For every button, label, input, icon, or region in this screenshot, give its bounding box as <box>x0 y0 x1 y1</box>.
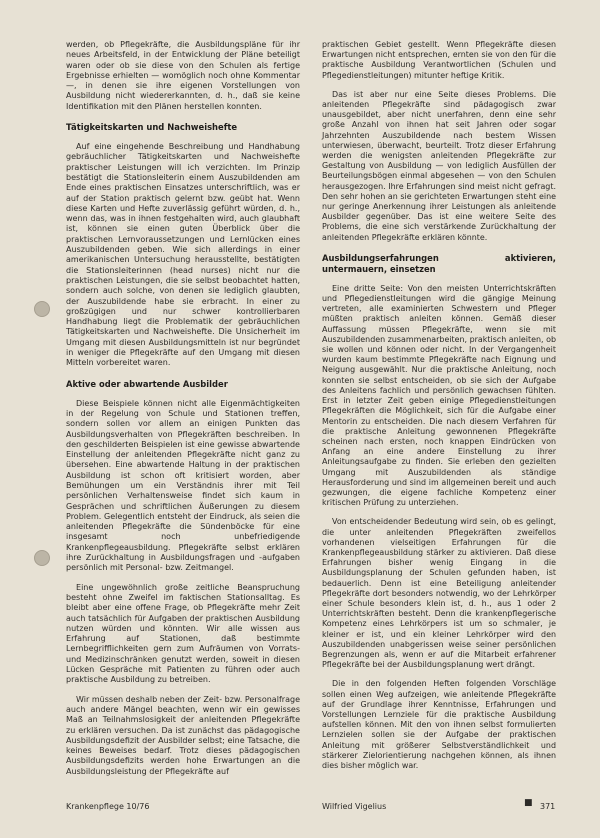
section-heading: Aktive oder abwartende Ausbilder <box>66 378 228 389</box>
page-number: 371 <box>540 802 556 811</box>
paragraph: Wir müssen deshalb neben der Zeit- bzw. Personalfrage auch andere Mängel beachten, wenn wir ein gewisses Maß an Teilnahmslosigkeit der anleitenden Pflegekräfte zu erklären versuchen. Da ist zunächst das pädagogische Ausbildungsdefizit der Ausbilder selbst; eine Tatsache, die keines Beweises bedarf. Trotz dieses pädagogischen Ausbildungsdefizits werden hohe Erwartungen an die Ausbildungsleistung der Pflegekräfte auf <box>66 694 300 776</box>
right-column <box>322 40 556 780</box>
paragraph: Eine dritte Seite: Von den meisten Unterrichtskräften und Pflegedienstleitungen wird die gängige Meinung vertreten, alle examinierten Schwestern und Pfleger müßten praktisch anleiten können. Gemäß dieser Auffassung müssen Pflegekräfte, wenn sie mit Auszubildenden zusammenarbeiten, praktisch anleiten, ob sie wollen und können oder nicht. In der Vergangenheit wurden kaum bestimmte Pflegekräfte nach Eignung und Neigung ausgewählt. Nur die praktische Anleitung, noch konnten sie selbst entscheiden, ob sie sich der Aufgabe des Anleitens fachlich und persönlich gewachsen fühlten. Erst in letzter Zeit geben einige Pflegedienstleitungen Pflegekräften die Möglichkeit, sich für die Aufgabe einer Mentorin zu entscheiden. Die nach diesem Verfahren für die praktische Anleitung gewonnenen Pflegekräfte scheinen nach ersten, noch knappen Eindrücken von Anfang an eine andere Einstellung zu ihrer Anleitungsaufgabe zu finden. Sie erleben den gezielten Umgang mit Auszubildenden als ständige Herausforderung und sind im allgemeinen bereit und auch gezwungen, die eigene fachliche Kompetenz einer kritischen Prüfung zu unterziehen. <box>322 283 556 508</box>
paragraph: Die in den folgenden Heften folgenden Vorschläge sollen einen Weg aufzeigen, wie anleitende Pflegekräfte auf der Grundlage ihrer Kenntnisse, Erfahrungen und Vorstellungen Lernziele für die praktische Ausbildung aufstellen können. Mit den von ihnen selbst formulierten Lernzielen sollen sie der Aufgabe der praktischen Anleitung mit größerer Selbstverständlichkeit und stärkerer Zielorientierung nachgehen können, als ihnen dies bisher möglich war. <box>322 679 556 770</box>
paragraph: praktischen Gebiet gestellt. Wenn Pflegekräfte diesen Erwartungen nicht entsprechen, ernten sie von den für die praktische Ausbildung Verantwortlichen (Schulen und Pflegedienstleitungen) mitunter heftige Kritik. <box>322 40 556 80</box>
paragraph: Auf eine eingehende Beschreibung und Handhabung gebräuchlicher Tätigkeitskarten und Nachweishefte praktischer Leistungen will ich verzichten. Im Prinzip bestätigt die Stationsleiterin einem Auszubildenden am Ende eines praktischen Einsatzes unterschriftlich, was er auf der Station praktisch gelernt bzw. geübt hat. Wenn diese Karten und Hefte zuverlässig geführt würden, d. h., wenn das, was in ihnen festgehalten wird, auch glaubhaft ist, können sie einen guten Überblick über die praktischen Lernvoraussetzungen und Lernlücken eines Auszubildenden geben. Wie sich allerdings in einer amerikanischen Untersuchung herausstellte, bestätigten die Stationsleiterinnen (head nurses) nicht nur die praktischen Leistungen, die sie selbst beobachtet hatten, sondern auch solche, von denen sie lediglich glaubten, der Auszubildende habe sie erbracht. In einer zu großzügigen und nur schwer kontrollierbaren Handhabung liegt die Problematik der gebräuchlichen Tätigkeitskarten und Nachweishefte. Die Unsicherheit im Umgang mit diesen Ausbildungsmitteln ist nur begründet in weniger die Pflegekräfte auf den Umgang mit diesen Mitteln vorbereitet waren. <box>66 142 300 368</box>
paragraph: Das ist aber nur eine Seite dieses Problems. Die anleitenden Pflegekräfte sind pädagogisch zwar unausgebildet, aber nicht unerfahren, denn eine sehr große Anzahl von ihnen hat seit Jahren oder sogar Jahrzehnten Auszubildende nach bestem Wissen unterwiesen, überwacht, beurteilt. Trotz dieser Erfahrung werden die wenigsten anleitenden Pflegekräfte zur Gestaltung von Ausbildung — von lediglich Ausfüllen der Beurteilungsbögen einmal abgesehen — von den Schulen herausgezogen. Ihre Erfahrungen sind meist nicht gefragt. Den sehr hohen an sie gerichteten Erwartungen steht eine nur geringe Anerkennung ihrer Leistungen als anleitende Ausbilder gegenüber. Das ist eine weitere Seite des Problems, die eine sich verstärkende Zurückhaltung der anleitenden Pflegekräfte erklären könnte. <box>322 89 556 242</box>
paragraph: werden, ob Pflegekräfte, die Ausbildungspläne für ihr neues Arbeitsfeld, in der Entwicklung der Pläne beteiligt waren oder ob sie diese von den Schulen als fertige Ergebnisse erhielten — womöglich noch ohne Kommentar —, in denen sie ihre eigenen Vorstellungen von Ausbildung nicht wiedererkannten, d. h., daß sie keine Identifikation mit den Plänen herstellen konnten. <box>66 40 300 111</box>
author-name: Wilfried Vigelius <box>322 802 387 811</box>
end-of-article-mark: ■ <box>524 798 533 808</box>
section-heading: Tätigkeitskarten und Nachweishefte <box>66 122 238 133</box>
journal-issue: Krankenpflege 10/76 <box>66 802 150 811</box>
punch-hole-bottom <box>34 550 50 566</box>
left-column <box>66 40 300 786</box>
paragraph: Diese Beispiele können nicht alle Eigenmächtigkeiten in der Regelung von Schule und Stationen treffen, sondern sollen vor allem an einigen Punkten das Ausbildungsverhalten von Pflegekräften beschreiben. In den geschilderten Beispielen ist eine gewisse abwartende Einstellung der anleitenden Pflegekräfte nicht ganz zu übersehen. Eine abwartende Haltung in der praktischen Ausbildung ist schon oft kritisiert worden, aber Bemühungen um ein Verständnis ihrer mit Teil persönlichen Verhaltensweise findet sich kaum in Gesprächen und schriftlichen Äußerungen zu diesem Problem. Gelegentlich entsteht der Eindruck, als seien die anleitenden Pflegekräfte die Sündenböcke für eine insgesamt noch unbefriedigende Krankenpflegeausbildung. Pflegekräfte selbst erklären ihre Zurückhaltung in Ausbildungsfragen und -aufgaben persönlich mit Personal- bzw. Zeitmangel. <box>66 398 300 573</box>
section-heading: Ausbildungserfahrungen aktivieren, untermauern, einsetzen <box>322 252 556 274</box>
paragraph: Eine ungewöhnlich große zeitliche Beanspruchung besteht ohne Zweifel im faktischen Stationsalltag. Es bleibt aber eine offene Frage, ob Pflegekräfte mehr Zeit auch tatsächlich für Aufgaben der praktischen Ausbildung nutzen würden und könnten. Wir alle wissen aus Erfahrung auf Stationen, daß bestimmte Lernbegrifflichkeiten gern zum Aufräumen von Vorrats- und Medizinschränken genutzt werden, soweit in diesen Lücken Gespräche mit Patienten zu führen oder auch praktische Ausbildung zu betreiben. <box>66 582 300 685</box>
punch-hole-top <box>34 301 50 317</box>
paragraph: Von entscheidender Bedeutung wird sein, ob es gelingt, die unter anleitenden Pflegekräften zweifellos vorhandenen vielseitigen Erfahrungen für die Krankenpflegeausbildung stärker zu aktivieren. Daß diese Erfahrungen bisher wenig Eingang in die Ausbildungsplanung der Schulen gefunden haben, ist bedauerlich. Denn ist eine Beteiligung anleitender Pflegekräfte dort besonders notwendig, wo der Lehrkörper einer Schule besonders klein ist, d. h., aus 1 oder 2 Unterrichtskräften besteht. Denn die krankenpflegerische Kompetenz eines Lehrkörpers ist um so schmaler, je kleiner er ist, und ein kleiner Lehrkörper wird den Auszubildenden unabgerissen weise seiner persönlichen Begrenzungen als, wenn er auf die Mitarbeit erfahrener Pflegekräfte bei der Ausbildungsplanung wert drängt. <box>322 517 556 670</box>
